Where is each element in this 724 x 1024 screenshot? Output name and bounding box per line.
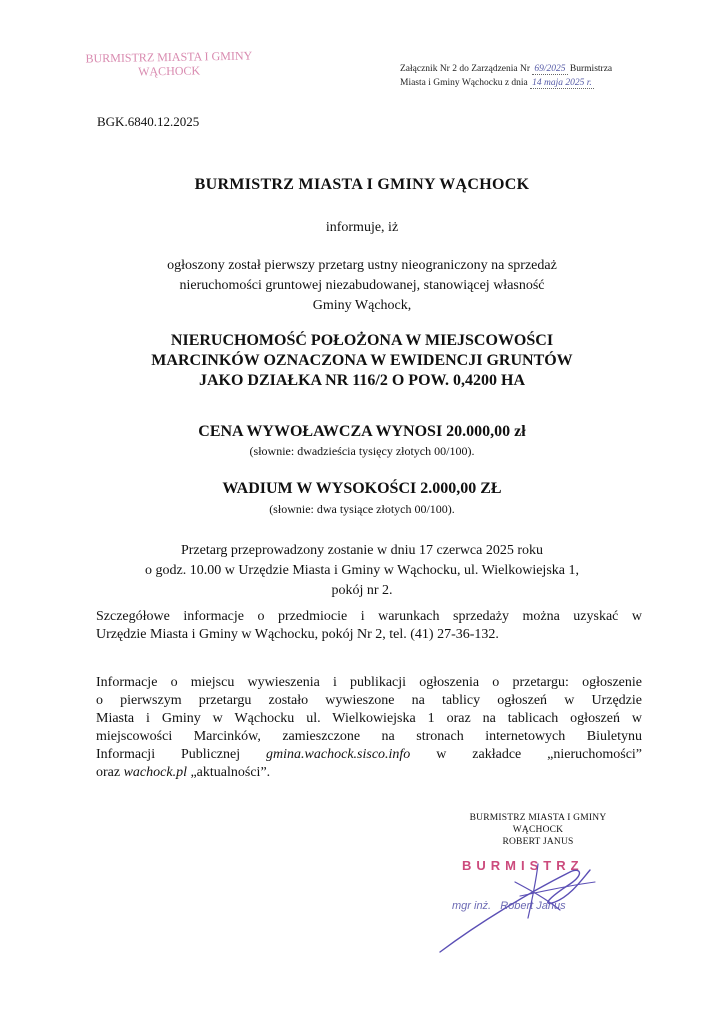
office-stamp-line1: BURMISTRZ MIASTA I GMINY xyxy=(85,48,253,66)
intro-paragraph xyxy=(60,256,664,316)
starting-price: CENA WYWOŁAWCZA WYNOSI 20.000,00 zł xyxy=(198,423,526,440)
auction-line: pokój nr 2. xyxy=(331,583,393,598)
publication-paragraph xyxy=(96,674,642,782)
signature-title-line2: WĄCHOCK xyxy=(512,825,564,835)
annex-line1-suffix: Burmistrza xyxy=(569,64,613,74)
signature-title-line1: BURMISTRZ MIASTA I GMINY xyxy=(469,813,607,823)
intro-line: Gminy Wąchock, xyxy=(312,298,412,313)
document-number: BGK.6840.12.2025 xyxy=(97,114,200,129)
publication-line: miejscowości Marcinków, zamieszczone na stronach internetowych Biuletynu xyxy=(96,729,642,744)
publication-line xyxy=(96,746,642,764)
intro-line: nieruchomości gruntowej niezabudowanej, stanowiącej własność xyxy=(179,278,545,293)
publication-line: Informacje o miejscu wywieszenia i publikacji ogłoszenia o przetargu: ogłoszenie xyxy=(96,675,642,690)
website-link[interactable]: wachock.pl xyxy=(123,765,187,780)
informs-text: informuje, iż xyxy=(325,220,399,235)
bip-tab-text: w zakładce „nieruchomości” xyxy=(436,747,643,762)
annex-reference xyxy=(400,62,700,90)
annex-ordinance-number: 69/2025 xyxy=(534,64,566,74)
deposit-amount: WADIUM W WYSOKOŚCI 2.000,00 ZŁ xyxy=(222,480,502,497)
property-description xyxy=(60,331,664,391)
annex-line2-text: Miasta i Gminy Wąchocku z dnia xyxy=(400,78,528,88)
handwritten-signature xyxy=(420,852,620,962)
starting-price-in-words: (słownie: dwadzieścia tysięcy złotych 00/100). xyxy=(249,444,475,458)
bip-text: Informacji Publicznej xyxy=(96,747,241,762)
details-line: Urzędzie Miasta i Gminy w Wąchocku, pokój Nr 2, tel. (41) 27-36-132. xyxy=(96,627,499,642)
mayor-degree: mgr inż. xyxy=(452,900,492,912)
signature-title-block xyxy=(440,812,636,848)
news-tab-text: „aktualności”. xyxy=(190,765,271,780)
property-line: MARCINKÓW OZNACZONA W EWIDENCJI GRUNTÓW xyxy=(151,352,573,369)
annex-date: 14 maja 2025 r. xyxy=(532,78,592,88)
publication-line: o pierwszym przetargu zostało wywieszone na tablicy ogłoszeń w Urzędzie xyxy=(96,693,642,708)
publication-line: Miasta i Gminy w Wąchocku ul. Wielkowiejska 1 oraz na tablicach ogłoszeń w xyxy=(96,711,642,726)
property-line: NIERUCHOMOŚĆ POŁOŻONA W MIEJSCOWOŚCI xyxy=(170,332,554,349)
contact-details-paragraph xyxy=(96,608,642,644)
notice-title: BURMISTRZ MIASTA I GMINY WĄCHOCK xyxy=(194,176,530,193)
mayor-stamp: BURMISTRZ xyxy=(462,858,584,873)
signature-title-line3: ROBERT JANUS xyxy=(502,837,574,847)
office-stamp-top xyxy=(84,49,254,80)
intro-line: ogłoszony został pierwszy przetarg ustny nieograniczony na sprzedaż xyxy=(167,258,557,273)
auction-line: o godz. 10.00 w Urzędzie Miasta i Gminy w Wąchocku, ul. Wielkowiejska 1, xyxy=(145,563,579,578)
bip-link[interactable]: gmina.wachock.sisco.info xyxy=(266,747,411,762)
auction-details xyxy=(60,541,664,601)
annex-line1-text: Załącznik Nr 2 do Zarządzenia Nr xyxy=(400,64,531,74)
details-line: Szczegółowe informacje o przedmiocie i warunkach sprzedaży można uzyskać w xyxy=(96,609,642,624)
also-text: oraz xyxy=(96,765,121,780)
auction-line: Przetarg przeprowadzony zostanie w dniu 17 czerwca 2025 roku xyxy=(180,543,544,558)
mayor-name: Robert Janus xyxy=(500,900,566,912)
deposit-in-words: (słownie: dwa tysiące złotych 00/100). xyxy=(269,502,455,516)
office-stamp-line2: WĄCHOCK xyxy=(138,63,201,79)
publication-line xyxy=(96,764,642,782)
property-line: JAKO DZIAŁKA NR 116/2 O POW. 0,4200 HA xyxy=(198,372,526,389)
